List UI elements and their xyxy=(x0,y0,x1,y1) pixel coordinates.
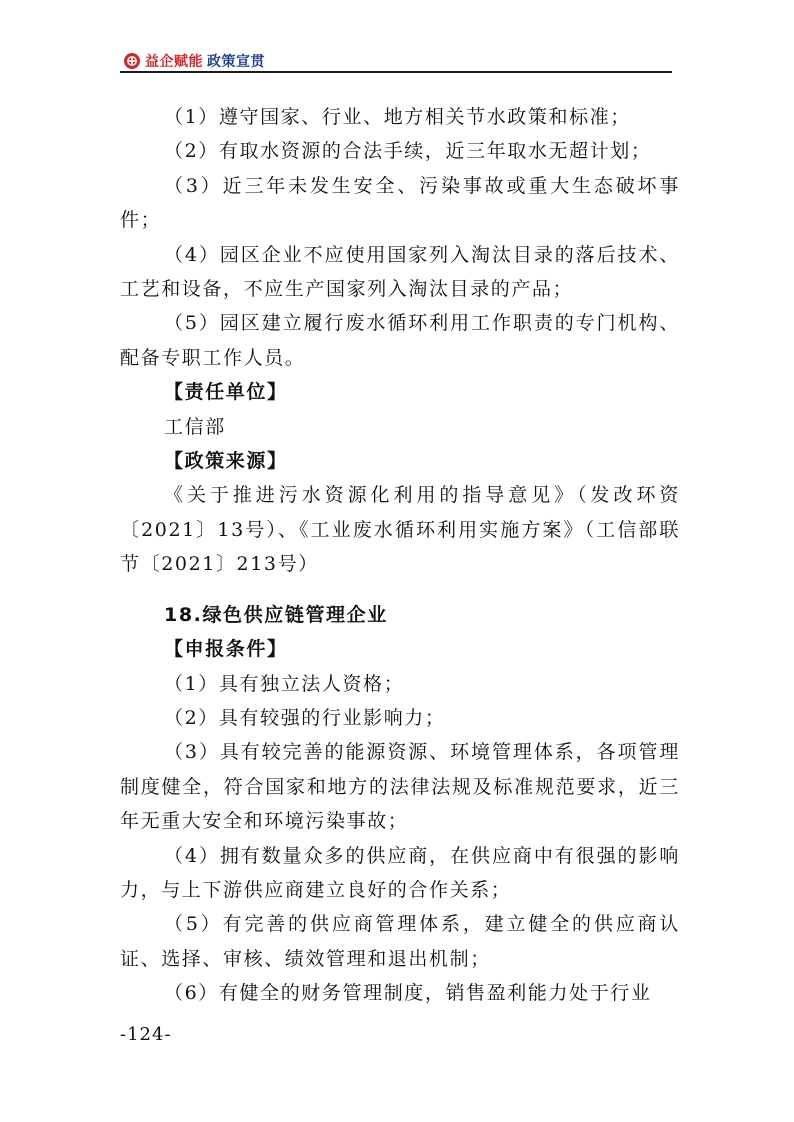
requirement-item: （5）园区建立履行废水循环利用工作职责的专门机构、配备专职工作人员。 xyxy=(120,312,680,369)
condition-item: （5）有完善的供应商管理体系，建立健全的供应商认证、选择、审核、绩效管理和退出机制； xyxy=(120,913,680,970)
requirement-item: （1）遵守国家、行业、地方相关节水政策和标准； xyxy=(164,106,631,128)
requirement-item: （3）近三年未发生安全、污染事故或重大生态破坏事件； xyxy=(120,174,680,232)
header-divider xyxy=(120,71,672,73)
section-title: 18.绿色供应链管理企业 xyxy=(164,603,388,626)
company-logo-icon xyxy=(124,53,140,69)
condition-item: （6）有健全的财务管理制度，销售盈利能力处于行业 xyxy=(164,982,652,1005)
responsibility-heading: 【责任单位】 xyxy=(164,381,288,404)
condition-item: （2）具有较强的行业影响力； xyxy=(164,706,446,729)
header-brand xyxy=(145,51,265,71)
requirement-item: （4）园区企业不应使用国家列入淘汰目录的落后技术、工艺和设备，不应生产国家列入淘汰目录的产品； xyxy=(120,243,680,301)
policy-source-text: 《关于推进污水资源化利用的指导意见》（发改环资〔2021〕13号）、《工业废水循环利用实施方案》（工信部联节〔2021〕213号） xyxy=(120,484,680,576)
header-brand-slogan: 政策宣贯 xyxy=(207,54,265,70)
document-body xyxy=(120,100,680,1011)
header-logo xyxy=(124,51,265,71)
responsibility-unit: 工信部 xyxy=(164,415,226,438)
requirement-item: （2）有取水资源的合法手续，近三年取水无超计划； xyxy=(164,140,652,163)
page-number: -124- xyxy=(120,1024,172,1045)
condition-item: （1）具有独立法人资格； xyxy=(164,672,405,695)
condition-item: （3）具有较完善的能源资源、环境管理体系，各项管理制度健全，符合国家和地方的法律法规及标准规范要求，近三年无重大安全和环境污染事故； xyxy=(120,741,680,833)
condition-item: （4）拥有数量众多的供应商，在供应商中有很强的影响力，与上下游供应商建立良好的合作关系； xyxy=(120,844,680,901)
page-header xyxy=(120,48,672,74)
header-brand-name: 益企赋能 xyxy=(145,54,203,70)
conditions-heading: 【申报条件】 xyxy=(164,638,288,661)
policy-source-heading: 【政策来源】 xyxy=(164,450,288,473)
